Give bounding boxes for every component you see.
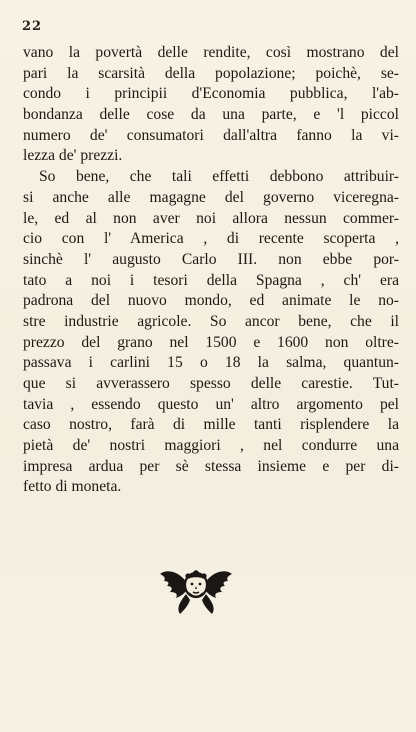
text-line: stre industrie agricole. So ancor bene, che il	[23, 312, 399, 330]
text-line: le, ed al non aver noi allora nessun commer-	[23, 209, 399, 227]
text-line: condo i principii d'Economia pubblica, l'ab-	[23, 85, 399, 103]
text-line: cio con l' America , di recente scoperta ,	[23, 230, 399, 248]
text-line: passava i carlini 15 o 18 la salma, quantun-	[23, 354, 399, 372]
text-line: impresa ardua per sè stessa insieme e per di-	[23, 457, 399, 475]
text-line: pari la scarsità della popolazione; poichè, se-	[23, 64, 399, 82]
text-line: tavia , essendo questo un' altro argomento pel	[23, 395, 399, 413]
text-line: fetto di moneta.	[23, 478, 122, 496]
text-line: que si avverassero spesso delle carestie. Tut-	[23, 375, 399, 392]
text-line: tato a noi i tesori della Spagna , ch' era	[23, 271, 399, 289]
page-number: 22	[22, 19, 43, 34]
text-line: caso nostro, farà di mille tanti risplendere la	[23, 416, 399, 434]
text-line: prezzo del grano nel 1500 e 1600 non oltre-	[23, 333, 399, 351]
text-line: sinchè l' augusto Carlo III. non ebbe por-	[23, 250, 399, 268]
winged-cherub-icon	[158, 554, 234, 618]
text-line: numero de' consumatori dall'altra fanno la vi-	[23, 126, 399, 144]
text-line: pietà de' nostri maggiori , nel condurre una	[23, 437, 399, 455]
text-line: si anche alle magagne del governo viceregna-	[23, 188, 399, 206]
text-line: So bene, che tali effetti debbono attribuir-	[39, 168, 399, 186]
text-line: vano la povertà delle rendite, così mostrano del	[23, 44, 399, 61]
body-text	[23, 43, 399, 498]
text-line: padrona del nuovo mondo, ed animate le no-	[23, 292, 399, 310]
text-line: lezza de' prezzi.	[23, 147, 123, 165]
text-line: bondanza delle cose da una parte, e 'l piccol	[23, 106, 399, 124]
